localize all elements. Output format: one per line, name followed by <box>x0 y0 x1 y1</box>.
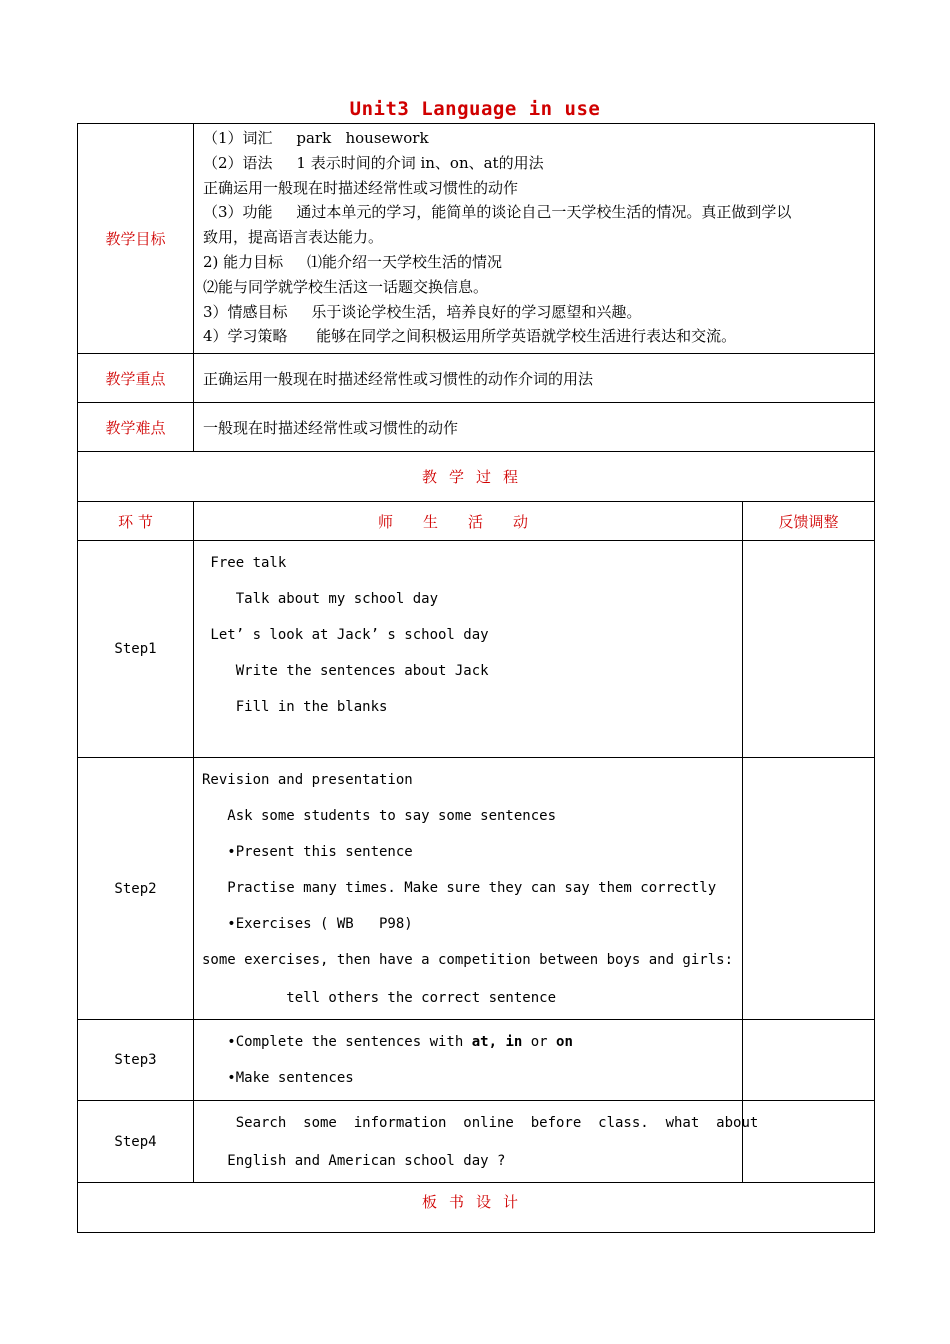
page-title: Unit3 Language in use <box>349 98 601 120</box>
activity-line: Ask some students to say some sentences <box>202 808 557 825</box>
board-heading: 板书设计 <box>78 1183 875 1233</box>
activity-line: Write the sentences about Jack <box>202 663 489 680</box>
activity-line: Free talk <box>202 555 287 572</box>
step-activity <box>194 541 743 758</box>
process-heading: 教学过程 <box>78 452 875 502</box>
objectives-label: 教学目标 <box>78 124 194 354</box>
column-header-row <box>78 502 875 541</box>
activity-line: Let’ s look at Jack’ s school day <box>202 627 489 644</box>
activity-line: •Exercises ( WB P98) <box>202 916 413 933</box>
objective-line: 3）情感目标 乐于谈论学校生活，培养良好的学习愿望和兴趣。 <box>203 302 642 321</box>
objective-line: 致用，提高语言表达能力。 <box>203 228 384 247</box>
objective-line: 4）学习策略 能够在同学之间积极运用所学英语就学校生活进行表达和交流。 <box>203 327 737 346</box>
objective-line: 2) 能力目标 ⑴能介绍一天学校生活的情况 <box>203 252 503 271</box>
step-row <box>78 758 875 1020</box>
activity-line: •Make sentences <box>202 1070 354 1087</box>
key-point-row <box>78 354 875 403</box>
step-activity <box>194 1020 743 1101</box>
activity-line: •Present this sentence <box>202 844 413 861</box>
step-feedback <box>743 758 875 1020</box>
objectives-row <box>78 124 875 354</box>
preposition-in: in <box>505 1034 523 1051</box>
activity-line: tell others the correct sentence <box>202 990 557 1007</box>
objective-line: 正确运用一般现在时描述经常性或习惯性的动作 <box>203 178 519 197</box>
separator: , <box>488 1034 506 1051</box>
activity-line: some exercises, then have a competition between boys and girls: <box>202 952 734 969</box>
activity-column-header: 师生活动 <box>194 502 743 541</box>
step-feedback <box>743 1101 875 1183</box>
objective-line: （3）功能 通过本单元的学习，能简单的谈论自己一天学校生活的情况。真正做到学以 <box>203 203 792 222</box>
conjunction-or: or <box>522 1034 557 1051</box>
feedback-column-header: 反馈调整 <box>743 502 875 541</box>
step-row <box>78 1020 875 1101</box>
step-label: Step3 <box>78 1020 194 1101</box>
activity-line: Fill in the blanks <box>202 699 388 716</box>
step-activity <box>194 758 743 1020</box>
objectives-content <box>194 124 875 354</box>
step-row <box>78 1101 875 1183</box>
process-heading-row <box>78 452 875 502</box>
step-label: Step1 <box>78 541 194 758</box>
step-feedback <box>743 1020 875 1101</box>
step-label: Step2 <box>78 758 194 1020</box>
step-label: Step4 <box>78 1101 194 1183</box>
lesson-plan-table <box>77 123 875 1233</box>
step-column-header: 环 节 <box>78 502 194 541</box>
activity-line: Practise many times. Make sure they can say them correctly <box>202 880 717 897</box>
step-activity <box>194 1101 759 1183</box>
step-row <box>78 541 875 758</box>
preposition-on: on <box>556 1034 573 1051</box>
activity-line: Revision and presentation <box>202 772 413 789</box>
key-point-text: 正确运用一般现在时描述经常性或习惯性的动作介词的用法 <box>194 354 875 403</box>
difficulty-row <box>78 403 875 452</box>
difficulty-text: 一般现在时描述经常性或习惯性的动作 <box>194 403 875 452</box>
activity-text: •Complete the sentences with <box>202 1034 472 1051</box>
objective-line: （2）语法 1 表示时间的介词 in、on、at的用法 <box>203 153 544 172</box>
activity-line: English and American school day ? <box>202 1153 506 1170</box>
objective-line: （1）词汇 park housework <box>203 129 429 147</box>
activity-line: Talk about my school day <box>202 591 439 608</box>
preposition-at: at <box>471 1034 489 1051</box>
activity-line <box>202 1024 734 1060</box>
board-heading-row <box>78 1183 875 1233</box>
activity-line: Search some information online before class. what about <box>202 1115 759 1132</box>
difficulty-label: 教学难点 <box>78 403 194 452</box>
step-feedback <box>743 541 875 758</box>
key-point-label: 教学重点 <box>78 354 194 403</box>
objective-line: ⑵能与同学就学校生活这一话题交换信息。 <box>203 277 489 296</box>
